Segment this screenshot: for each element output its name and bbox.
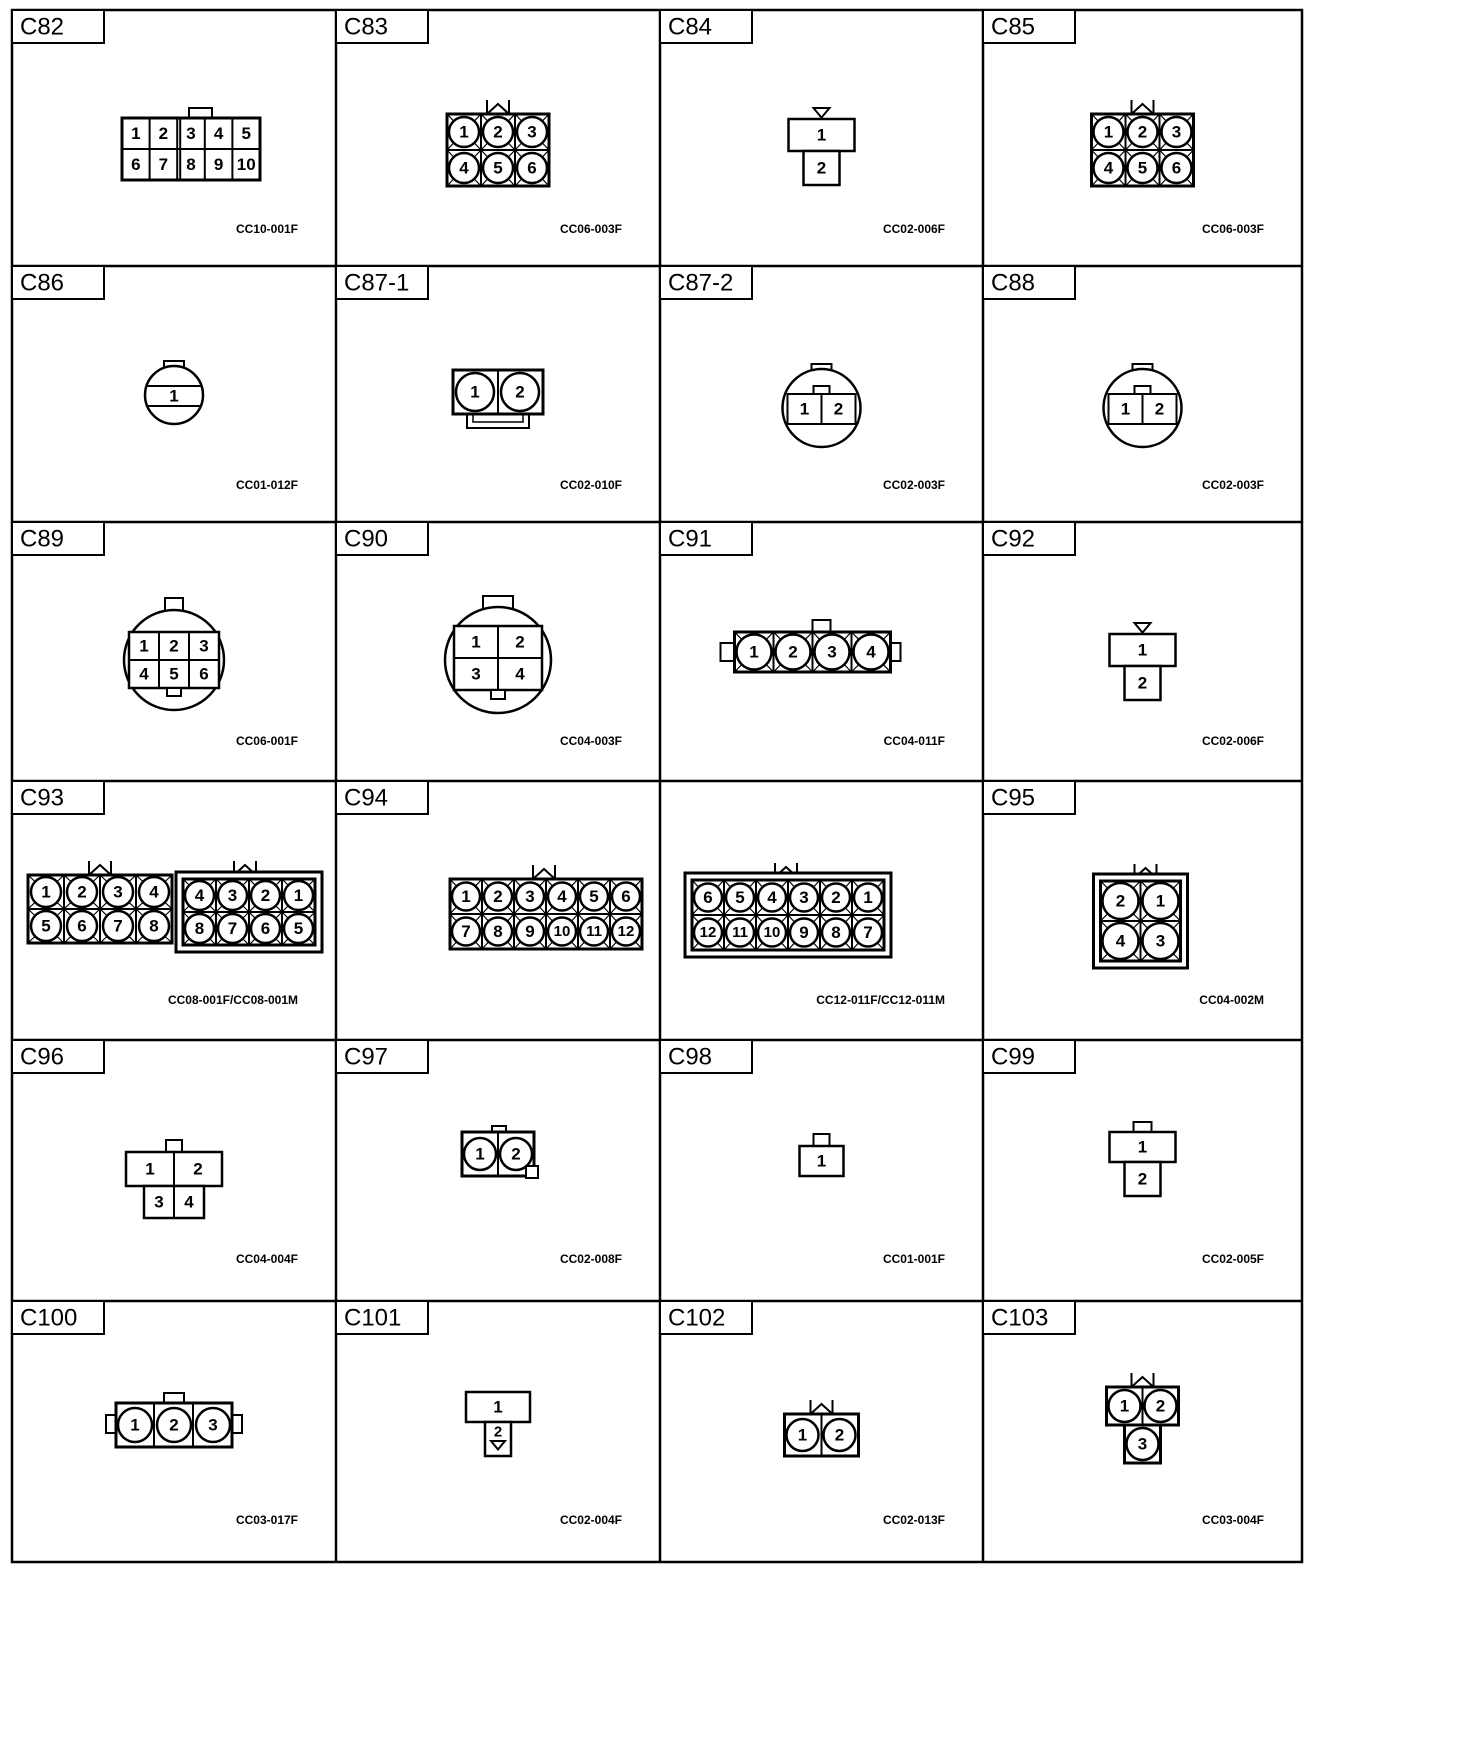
pin-number: 2	[1137, 673, 1148, 693]
connector-cell-c86	[12, 266, 298, 492]
pin-number: 1	[139, 636, 149, 656]
pin-number: 2	[169, 1415, 179, 1435]
connector-face	[785, 1400, 859, 1456]
pin-number: 6	[703, 888, 713, 907]
pin-number: 3	[1155, 931, 1166, 951]
pin-number: 2	[831, 888, 841, 907]
connector-label: C88	[991, 269, 1036, 297]
pin-number: 1	[131, 124, 141, 143]
pin-number: 5	[169, 664, 179, 684]
pin-number: 5	[41, 916, 51, 936]
pin-number: 4	[767, 888, 777, 907]
connector-cell-c83	[336, 10, 622, 236]
connector-face	[28, 861, 322, 952]
connector-face	[453, 370, 543, 428]
connector-label: C86	[20, 269, 65, 297]
part-code: CC02-006F	[1201, 734, 1264, 748]
pin-number: 1	[797, 1425, 808, 1445]
pin-number: 7	[158, 155, 169, 174]
pin-number: 3	[1137, 1434, 1148, 1454]
part-code: CC02-004F	[559, 1513, 622, 1527]
pin-number: 1	[799, 399, 810, 419]
pin-number: 2	[816, 158, 827, 178]
connector-cell-c85	[983, 10, 1264, 236]
male-face	[685, 863, 891, 957]
pin-number: 2	[77, 882, 87, 902]
connector-label: C85	[991, 13, 1036, 41]
pin-number: 3	[525, 887, 535, 906]
pin-number: 3	[199, 636, 209, 656]
part-code: CC02-010F	[559, 478, 622, 492]
pin-number: 4	[213, 124, 224, 143]
pin-number: 2	[1115, 891, 1126, 911]
pin-number: 1	[471, 632, 481, 652]
connector-label: C102	[668, 1304, 726, 1332]
part-code: CC03-017F	[235, 1513, 298, 1527]
connector-cell-c82	[12, 10, 298, 236]
pin-number: 1	[816, 125, 827, 145]
pin-number: 6	[77, 916, 87, 936]
pin-number: 8	[493, 922, 503, 941]
pin-number: 2	[493, 1423, 503, 1441]
connector-face	[445, 596, 551, 713]
pin-number: 3	[186, 124, 196, 143]
connector-face	[800, 1134, 844, 1176]
connector-label: C95	[991, 784, 1036, 812]
connector-face	[1092, 100, 1194, 186]
pin-number: 4	[515, 664, 525, 684]
connector-cell-c100	[12, 1301, 298, 1527]
connector-label: C82	[20, 13, 65, 41]
part-code: CC10-001F	[235, 222, 298, 236]
connector-cell-c91	[660, 522, 945, 748]
pin-number: 10	[236, 155, 256, 174]
pin-number: 3	[527, 122, 537, 142]
connector-cell-c97	[336, 1040, 622, 1266]
pin-number: 11	[732, 924, 748, 941]
connector-label: C87-2	[668, 269, 734, 297]
pin-number: 1	[1120, 399, 1131, 419]
pin-number: 2	[1137, 1169, 1148, 1189]
pin-number: 1	[493, 1397, 503, 1417]
pin-number: 6	[527, 158, 537, 178]
part-code: CC06-003F	[559, 222, 622, 236]
female-face	[450, 865, 642, 949]
part-code: CC02-013F	[882, 1513, 945, 1527]
pin-number: 3	[799, 888, 809, 907]
pin-number: 3	[154, 1192, 164, 1212]
part-code: CC02-006F	[882, 222, 945, 236]
pin-number: 2	[493, 122, 503, 142]
pin-number: 9	[799, 923, 809, 942]
connector-label: C90	[344, 525, 389, 553]
pin-number: 12	[699, 924, 717, 941]
pin-number: 3	[1171, 122, 1182, 142]
part-code: CC04-002M	[1199, 993, 1264, 1007]
part-code: CC04-004F	[235, 1252, 298, 1266]
pin-number: 1	[1137, 1137, 1148, 1157]
pin-number: 2	[515, 632, 525, 652]
part-code: CC08-001F/CC08-001M	[167, 993, 298, 1007]
connector-face	[721, 620, 901, 672]
connector-cell-c84	[660, 10, 945, 236]
pin-number: 4	[139, 664, 149, 684]
pin-number: 5	[293, 919, 304, 938]
pin-number: 2	[788, 642, 798, 662]
pin-number: 5	[735, 888, 745, 907]
pin-number: 1	[130, 1415, 140, 1435]
part-code: CC06-001F	[235, 734, 298, 748]
pin-number: 5	[1137, 158, 1148, 178]
connector-face	[447, 100, 549, 186]
pin-number: 2	[193, 1159, 203, 1179]
connector-face	[1110, 1122, 1176, 1196]
part-code: CC03-004F	[1201, 1513, 1264, 1527]
part-code: CC02-003F	[1201, 478, 1264, 492]
connector-label: C94	[344, 784, 389, 812]
connector-face	[124, 598, 224, 710]
part-code: CC01-001F	[882, 1252, 945, 1266]
pin-number: 1	[863, 888, 873, 907]
pin-number: 2	[260, 886, 271, 905]
connector-label: C89	[20, 525, 65, 553]
connector-cell-c94	[336, 781, 945, 1007]
pin-number: 1	[145, 1159, 155, 1179]
connector-label: C103	[991, 1304, 1049, 1332]
connector-face	[466, 1392, 530, 1456]
pin-number: 8	[149, 916, 159, 936]
pin-number: 1	[459, 122, 469, 142]
pin-number: 7	[227, 919, 238, 938]
part-code: CC04-011F	[883, 734, 945, 748]
part-code: CC04-003F	[559, 734, 622, 748]
connector-cell-c92	[983, 522, 1264, 748]
pin-number: 2	[511, 1144, 521, 1164]
connector-label: C91	[668, 525, 713, 553]
part-code: CC02-003F	[882, 478, 945, 492]
pin-number: 7	[461, 922, 471, 941]
pin-number: 3	[471, 664, 481, 684]
pin-number: 4	[149, 882, 159, 902]
sheet-grid	[12, 10, 1302, 1562]
connector-cell-c87-2	[660, 266, 945, 492]
pin-number: 6	[621, 887, 631, 906]
pin-number: 5	[493, 158, 503, 178]
pin-number: 1	[169, 386, 179, 406]
part-code: CC12-011F/CC12-011M	[816, 993, 945, 1007]
pin-number: 1	[293, 886, 304, 905]
pin-number: 4	[1115, 931, 1126, 951]
connector-face	[1094, 864, 1188, 968]
pin-number: 8	[186, 155, 196, 174]
connector-label: C83	[344, 13, 389, 41]
pin-number: 6	[199, 664, 209, 684]
pin-number: 3	[208, 1415, 218, 1435]
connector-cell-c88	[983, 266, 1264, 492]
connector-label: C98	[668, 1043, 713, 1071]
connector-face	[783, 364, 861, 447]
connector-face	[106, 1393, 242, 1447]
pin-number: 2	[158, 124, 169, 143]
part-code: CC02-005F	[1201, 1252, 1264, 1266]
pin-number: 4	[459, 158, 469, 178]
pin-number: 2	[1137, 122, 1148, 142]
connector-label: C87-1	[344, 269, 410, 297]
pin-number: 1	[749, 642, 759, 662]
pin-number: 5	[241, 124, 251, 143]
pin-number: 1	[1119, 1396, 1130, 1416]
connector-label: C96	[20, 1043, 65, 1071]
pin-number: 2	[1154, 399, 1165, 419]
pin-number: 3	[113, 882, 123, 902]
pin-number: 2	[833, 399, 844, 419]
pin-number: 4	[866, 642, 876, 662]
connector-face	[450, 863, 891, 957]
pin-number: 2	[169, 636, 179, 656]
pin-number: 7	[863, 923, 873, 942]
connector-face	[126, 1140, 222, 1218]
pin-number: 5	[589, 887, 599, 906]
connector-label: C84	[668, 13, 713, 41]
pin-number: 8	[194, 919, 205, 938]
connector-label: C101	[344, 1304, 402, 1332]
pin-number: 2	[834, 1425, 845, 1445]
connector-face	[145, 361, 203, 424]
pin-number: 12	[617, 923, 635, 940]
pin-number: 2	[515, 382, 525, 402]
pin-number: 6	[131, 155, 141, 174]
connector-face	[122, 108, 260, 180]
pin-number: 8	[831, 923, 841, 942]
connector-cell-c95	[983, 781, 1264, 1007]
pin-number: 1	[1155, 891, 1166, 911]
connector-cell-c96	[12, 1040, 298, 1266]
connector-face	[1107, 1373, 1179, 1463]
pin-number: 6	[1171, 158, 1182, 178]
pin-number: 1	[41, 882, 51, 902]
connector-cell-c89	[12, 522, 298, 748]
connector-face	[462, 1126, 538, 1178]
connector-cell-c93	[12, 781, 322, 1007]
connector-face	[789, 108, 855, 185]
pin-number: 4	[1103, 158, 1114, 178]
female-face	[28, 861, 172, 943]
connector-cell-c103	[983, 1301, 1264, 1527]
pin-number: 2	[1155, 1396, 1166, 1416]
pin-number: 10	[763, 924, 781, 941]
pin-number: 9	[213, 155, 224, 174]
connector-cell-c90	[336, 522, 622, 748]
pin-number: 9	[525, 922, 535, 941]
pin-number: 4	[184, 1192, 194, 1212]
pin-number: 1	[1103, 122, 1114, 142]
connector-label: C100	[20, 1304, 78, 1332]
connector-label: C92	[991, 525, 1036, 553]
pin-number: 3	[227, 886, 238, 905]
pin-number: 4	[557, 887, 567, 906]
connector-face	[1110, 623, 1176, 700]
pin-number: 2	[493, 887, 503, 906]
connector-label: C99	[991, 1043, 1036, 1071]
part-code: CC01-012F	[235, 478, 298, 492]
connector-cell-c99	[983, 1040, 1264, 1266]
part-code: CC02-008F	[559, 1252, 622, 1266]
pin-number: 10	[553, 923, 571, 940]
pin-number: 1	[1137, 640, 1148, 660]
pin-number: 3	[827, 642, 837, 662]
pin-number: 6	[260, 919, 271, 938]
connector-label: C97	[344, 1043, 389, 1071]
connector-cell-c87-1	[336, 266, 622, 492]
pin-number: 1	[461, 887, 471, 906]
pin-number: 1	[475, 1144, 485, 1164]
pin-number: 7	[113, 916, 123, 936]
connector-cell-c102	[660, 1301, 945, 1527]
pin-number: 4	[194, 886, 205, 905]
pin-number: 11	[586, 923, 602, 940]
connector-cell-c98	[660, 1040, 945, 1266]
male-face	[176, 861, 322, 952]
pin-number: 1	[470, 382, 480, 402]
connector-face	[1104, 364, 1182, 447]
connector-label: C93	[20, 784, 65, 812]
connector-cell-c101	[336, 1301, 622, 1527]
part-code: CC06-003F	[1201, 222, 1264, 236]
pin-number: 1	[816, 1151, 827, 1171]
